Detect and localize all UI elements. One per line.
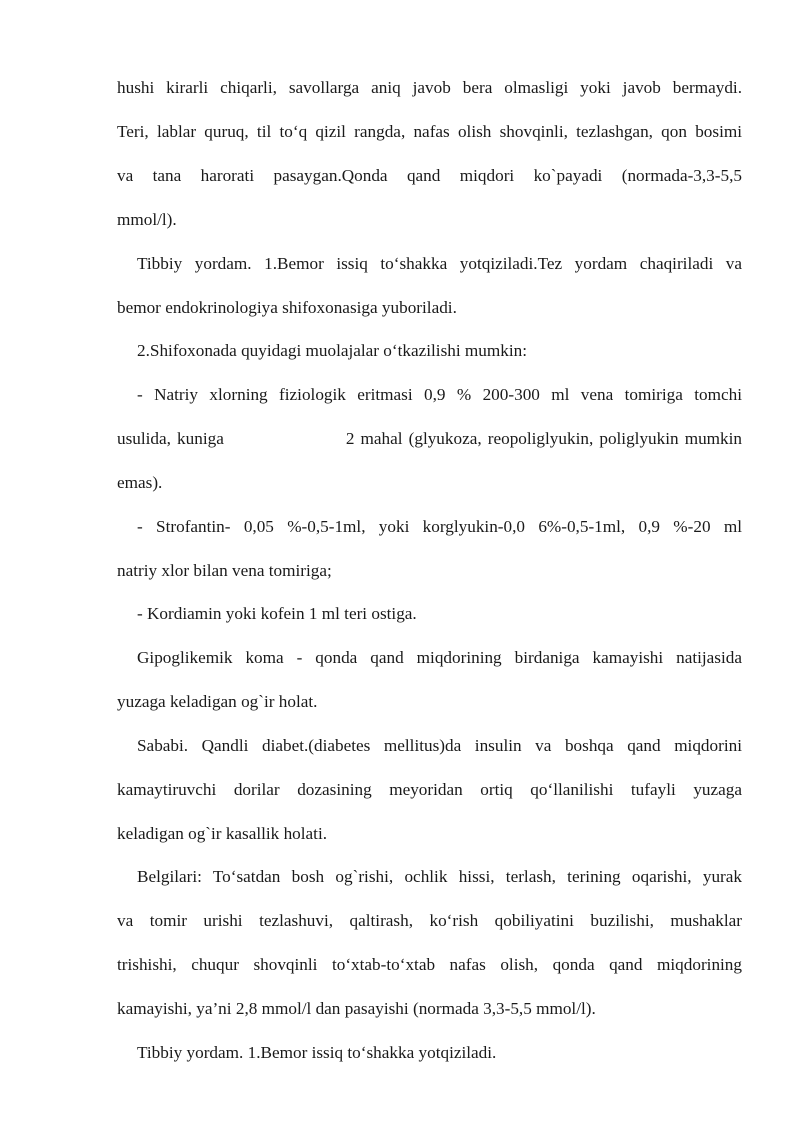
text-line: kamayishi, ya’ni 2,8 mmol/l dan pasayishi (normada 3,3-5,5 mmol/l). <box>117 999 596 1018</box>
text-line: emas). <box>117 473 163 492</box>
text-line: va tana harorati pasaygan.Qonda qand miqdori ko`payadi (normada-3,3-5,5 <box>117 166 742 185</box>
text-line: - Kordiamin yoki kofein 1 ml teri ostiga. <box>137 604 417 623</box>
text-line: - Strofantin- 0,05 %-0,5-1ml, yoki korglyukin-0,0 6%-0,5-1ml, 0,9 %-20 ml <box>137 517 742 536</box>
text-line: Tibbiy yordam. 1.Bemor issiq to‘shakka yotqiziladi. <box>137 1043 497 1062</box>
text-line: mmol/l). <box>117 210 177 229</box>
text-line: usulida, kuniga 2 mahal (glyukoza, reopoliglyukin, poliglyukin mumkin <box>117 429 742 448</box>
text-line: Tibbiy yordam. 1.Bemor issiq to‘shakka yotqiziladi.Tez yordam chaqiriladi va <box>137 254 742 273</box>
text-line: Sababi. Qandli diabet.(diabetes mellitus)da insulin va boshqa qand miqdorini <box>137 736 742 755</box>
text-line: kamaytiruvchi dorilar dozasining meyoridan ortiq qo‘llanilishi tufayli yuzaga <box>117 780 742 799</box>
text-line: - Natriy xlorning fiziologik eritmasi 0,9 % 200-300 ml vena tomiriga tomchi <box>137 385 742 404</box>
text-line: Belgilari: To‘satdan bosh og`rishi, ochlik hissi, terlash, terining oqarishi, yurak <box>137 867 742 886</box>
text-line: Teri, lablar quruq, til to‘q qizil rangda, nafas olish shovqinli, tezlashgan, qon bosimi <box>117 122 742 141</box>
text-line: va tomir urishi tezlashuvi, qaltirash, ko‘rish qobiliyatini buzilishi, mushaklar <box>117 911 742 930</box>
text-line: 2.Shifoxonada quyidagi muolajalar o‘tkazilishi mumkin: <box>137 341 527 360</box>
text-line: natriy xlor bilan vena tomiriga; <box>117 561 332 580</box>
text-line: trishishi, chuqur shovqinli to‘xtab-to‘xtab nafas olish, qonda qand miqdorining <box>117 955 742 974</box>
text-line: bemor endokrinologiya shifoxonasiga yuboriladi. <box>117 298 457 317</box>
text-line: keladigan og`ir kasallik holati. <box>117 824 328 843</box>
text-line: hushi kirarli chiqarli, savollarga aniq javob bera olmasligi yoki javob bermaydi. <box>117 78 742 97</box>
text-line: yuzaga keladigan og`ir holat. <box>117 692 318 711</box>
text-line: Gipoglikemik koma - qonda qand miqdorining birdaniga kamayishi natijasida <box>137 648 742 667</box>
